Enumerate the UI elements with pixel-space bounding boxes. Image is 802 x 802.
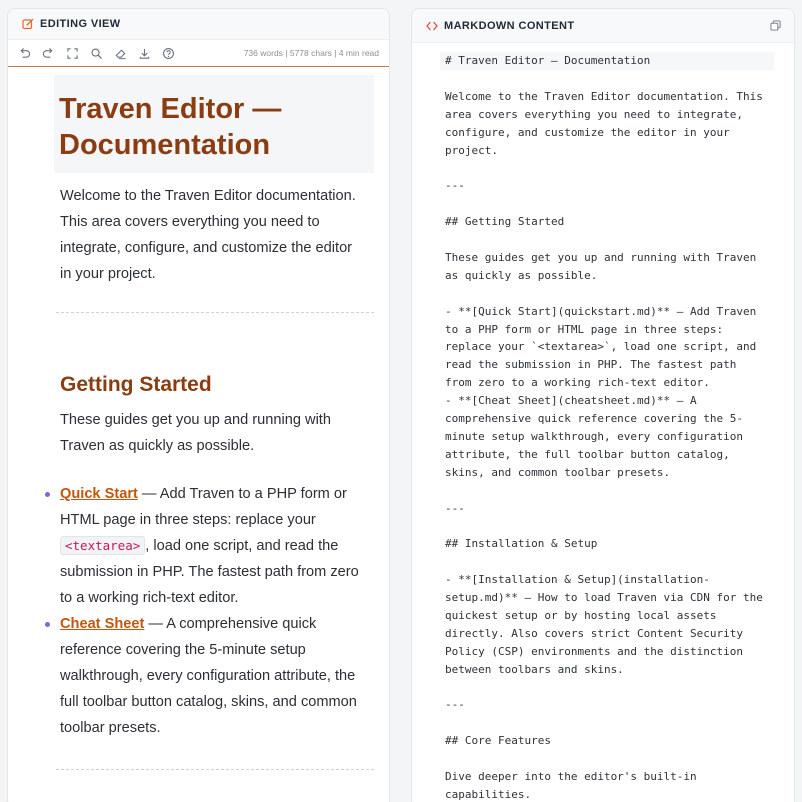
editor-content[interactable] xyxy=(8,67,389,802)
list-item-text: — Add Traven to a PHP form or HTML page in three steps: replace your xyxy=(60,486,347,528)
undo-icon[interactable] xyxy=(17,46,31,60)
markdown-line: Welcome to the Traven Editor documentation. This xyxy=(445,89,763,103)
markdown-line: setup.md)** — How to load Traven via CDN for the xyxy=(445,591,763,605)
markdown-line: from zero to a working rich-text editor. xyxy=(445,376,710,390)
markdown-line xyxy=(445,679,774,697)
help-icon[interactable] xyxy=(161,46,175,60)
markdown-line: Policy (CSP) environments and the distinction xyxy=(445,644,744,658)
markdown-line xyxy=(445,285,774,303)
markdown-content-panel xyxy=(411,8,795,802)
markdown-line: # Traven Editor — Documentation xyxy=(440,52,774,70)
markdown-line: as quickly as possible. xyxy=(445,268,598,282)
markdown-line: - **[Cheat Sheet](cheatsheet.md)** — A xyxy=(445,394,697,408)
getting-started-paragraph: These guides get you up and running with Traven as quickly as possible. xyxy=(60,412,331,454)
markdown-line xyxy=(445,553,774,571)
markdown-header xyxy=(412,9,794,43)
markdown-line: Dive deeper into the editor's built-in xyxy=(445,770,697,784)
markdown-line xyxy=(445,159,774,177)
quick-start-link[interactable]: Quick Start xyxy=(60,486,138,502)
list-item-text: , load one script, and read the submission in PHP. The fastest path from zero to a working rich-text editor. xyxy=(60,538,359,606)
doc-title: Traven Editor — Documentation xyxy=(59,93,282,161)
cheat-sheet-link[interactable]: Cheat Sheet xyxy=(60,616,145,632)
markdown-line xyxy=(445,70,774,88)
markdown-line: minute setup walkthrough, every configuration xyxy=(445,429,744,443)
markdown-line: between toolbars and skins. xyxy=(445,662,624,676)
editing-view-title: EDITING VIEW xyxy=(40,18,121,30)
markdown-line xyxy=(445,195,774,213)
markdown-line: capabilities. xyxy=(445,787,532,801)
markdown-line: These guides get you up and running with Traven xyxy=(445,250,757,264)
editor-toolbar xyxy=(8,40,389,67)
markdown-line: area covers everything you need to integrate, xyxy=(445,107,744,121)
guides-list xyxy=(60,481,365,741)
markdown-line: configure, and customize the editor in your xyxy=(445,125,730,139)
intro-paragraph: Welcome to the Traven Editor documentation. This area covers everything you need to integrate, configure, and customize the editor in your project. xyxy=(60,188,356,282)
markdown-source[interactable] xyxy=(412,43,794,802)
editing-view-panel xyxy=(7,8,390,802)
markdown-line: directly. Also covers strict Content Security xyxy=(445,626,744,640)
edit-icon xyxy=(22,18,34,30)
markdown-line: quickest setup or by hosting local assets xyxy=(445,608,717,622)
markdown-line: - **[Installation & Setup](installation- xyxy=(445,573,710,587)
markdown-line xyxy=(445,231,774,249)
markdown-line: to a PHP form or HTML page in three steps: xyxy=(445,322,724,336)
copy-icon[interactable] xyxy=(768,19,782,33)
markdown-line xyxy=(445,517,774,535)
divider xyxy=(56,769,374,770)
markdown-line: --- xyxy=(445,179,465,193)
markdown-title: MARKDOWN CONTENT xyxy=(444,19,575,32)
markdown-line: read the submission in PHP. The fastest path xyxy=(445,358,737,372)
markdown-line: --- xyxy=(445,501,465,515)
markdown-line: - **[Quick Start](quickstart.md)** — Add Traven xyxy=(445,304,757,318)
markdown-line: project. xyxy=(445,143,498,157)
markdown-line xyxy=(445,482,774,500)
search-icon[interactable] xyxy=(89,46,103,60)
markdown-line: ## Installation & Setup xyxy=(445,537,598,551)
document-stats: 736 words | 5778 chars | 4 min read xyxy=(243,48,379,58)
markdown-line: comprehensive quick reference covering the 5- xyxy=(445,412,744,426)
markdown-line: ## Core Features xyxy=(445,734,551,748)
markdown-line: attribute, the full toolbar button catalog, xyxy=(445,447,730,461)
markdown-line: --- xyxy=(445,698,465,712)
eraser-icon[interactable] xyxy=(113,46,127,60)
download-icon[interactable] xyxy=(137,46,151,60)
list-item xyxy=(44,611,365,741)
list-item-text: — A comprehensive quick reference covering the 5-minute setup walkthrough, every configuration attribute, the full toolbar button catalog, skins, and common toolbar presets. xyxy=(60,616,357,736)
heading-block xyxy=(54,75,374,173)
code-icon xyxy=(426,20,438,32)
inline-code: <textarea> xyxy=(60,536,145,555)
section-heading-getting-started: Getting Started xyxy=(60,373,212,396)
markdown-line xyxy=(445,714,774,732)
divider xyxy=(56,312,374,313)
redo-icon[interactable] xyxy=(41,46,55,60)
markdown-line: replace your `<textarea>`, load one script, and xyxy=(445,340,757,354)
fullscreen-icon[interactable] xyxy=(65,46,79,60)
markdown-line: ## Getting Started xyxy=(445,215,565,229)
markdown-line: skins, and common toolbar presets. xyxy=(445,465,671,479)
editing-view-header xyxy=(8,9,389,40)
markdown-line xyxy=(445,750,774,768)
list-item xyxy=(44,481,365,611)
